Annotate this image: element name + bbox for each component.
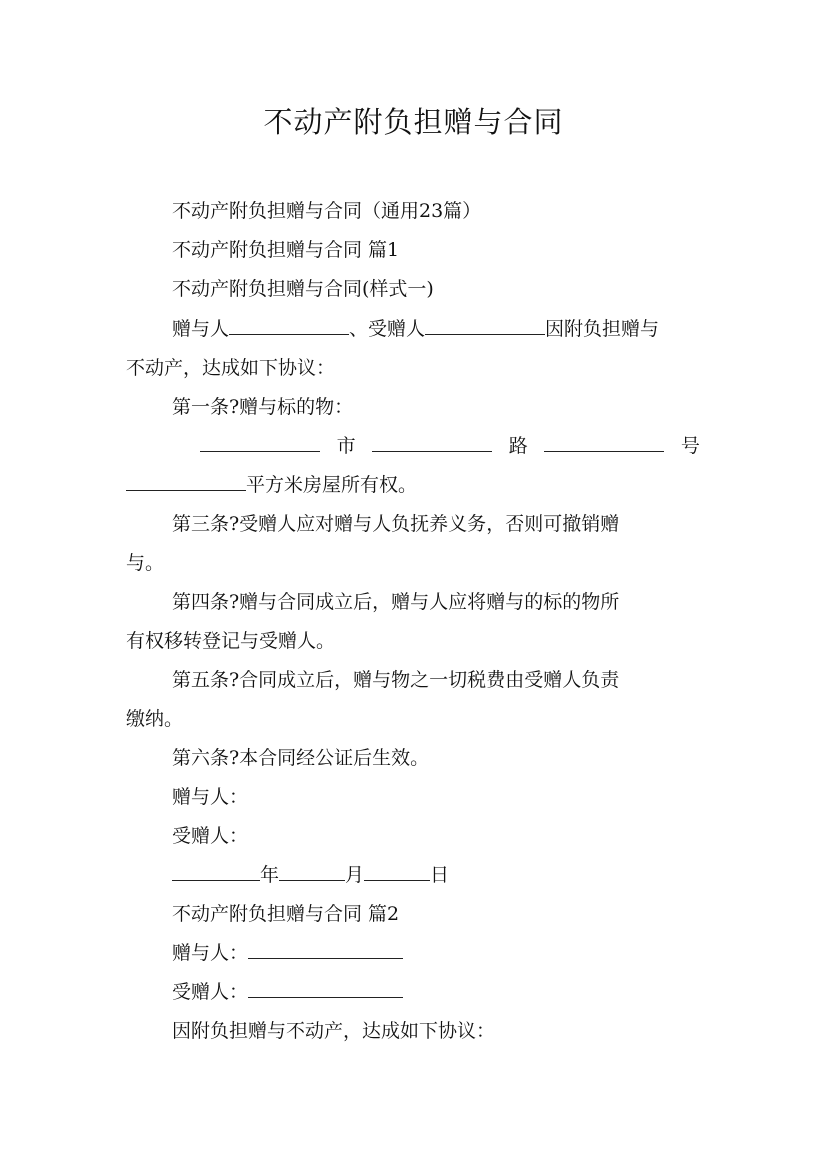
date-line: [172, 862, 449, 888]
year-label: 年: [260, 864, 280, 886]
cause-line-2: 因附负担赠与不动产，达成如下协议：: [172, 1020, 496, 1042]
month-label: 月: [345, 864, 365, 886]
cause-text: 因附负担赠与: [545, 318, 660, 340]
area-text: 平方米房屋所有权。: [246, 474, 418, 496]
donee-signature-label: 受赠人：: [172, 825, 249, 847]
section-heading-2: 不动产附负担赠与合同 篇2: [172, 903, 400, 925]
intro-line: 不动产附负担赠与合同（通用23篇）: [172, 200, 482, 222]
article-5-line-1: 第五条?合同成立后，赠与物之一切税费由受赠人负责: [172, 669, 620, 691]
month-blank[interactable]: [279, 862, 345, 881]
article-6: 第六条?本合同经公证后生效。: [172, 747, 430, 769]
article-5-line-2: 缴纳。: [126, 708, 184, 730]
day-label: 日: [430, 864, 450, 886]
donor-blank-2[interactable]: [248, 940, 403, 959]
address-line: [200, 433, 700, 459]
day-blank[interactable]: [364, 862, 430, 881]
parties-continuation: 不动产，达成如下协议：: [126, 357, 336, 379]
donee-label-2: 受赠人：: [172, 981, 249, 1003]
article-3-line-2: 与。: [126, 552, 165, 574]
article-1: 第一条?赠与标的物：: [172, 396, 354, 418]
parties-line: [172, 316, 659, 342]
donor-line-2: [172, 940, 403, 966]
number-blank[interactable]: [544, 433, 664, 452]
article-4-line-2: 有权移转登记与受赠人。: [126, 630, 336, 652]
city-label: 市: [336, 435, 356, 457]
article-4-line-1: 第四条?赠与合同成立后，赠与人应将赠与的标的物所: [172, 591, 620, 613]
city-blank[interactable]: [200, 433, 320, 452]
donor-label: 赠与人: [172, 318, 230, 340]
area-blank[interactable]: [126, 472, 246, 491]
donor-blank[interactable]: [229, 316, 349, 335]
sample-heading: 不动产附负担赠与合同(样式一): [172, 278, 434, 300]
number-label: 号: [680, 435, 700, 457]
donee-blank[interactable]: [425, 316, 545, 335]
section-heading-1: 不动产附负担赠与合同 篇1: [172, 239, 400, 261]
area-line: [126, 472, 417, 498]
donee-blank-2[interactable]: [248, 979, 403, 998]
donor-signature-label: 赠与人：: [172, 786, 249, 808]
donee-line-2: [172, 979, 403, 1005]
road-label: 路: [508, 435, 528, 457]
document-title: 不动产附负担赠与合同: [263, 105, 564, 139]
article-3-line-1: 第三条?受赠人应对赠与人负抚养义务，否则可撤销赠: [172, 513, 620, 535]
year-blank[interactable]: [172, 862, 260, 881]
road-blank[interactable]: [372, 433, 492, 452]
donor-label-2: 赠与人：: [172, 942, 249, 964]
donee-label: 、受赠人: [349, 318, 426, 340]
